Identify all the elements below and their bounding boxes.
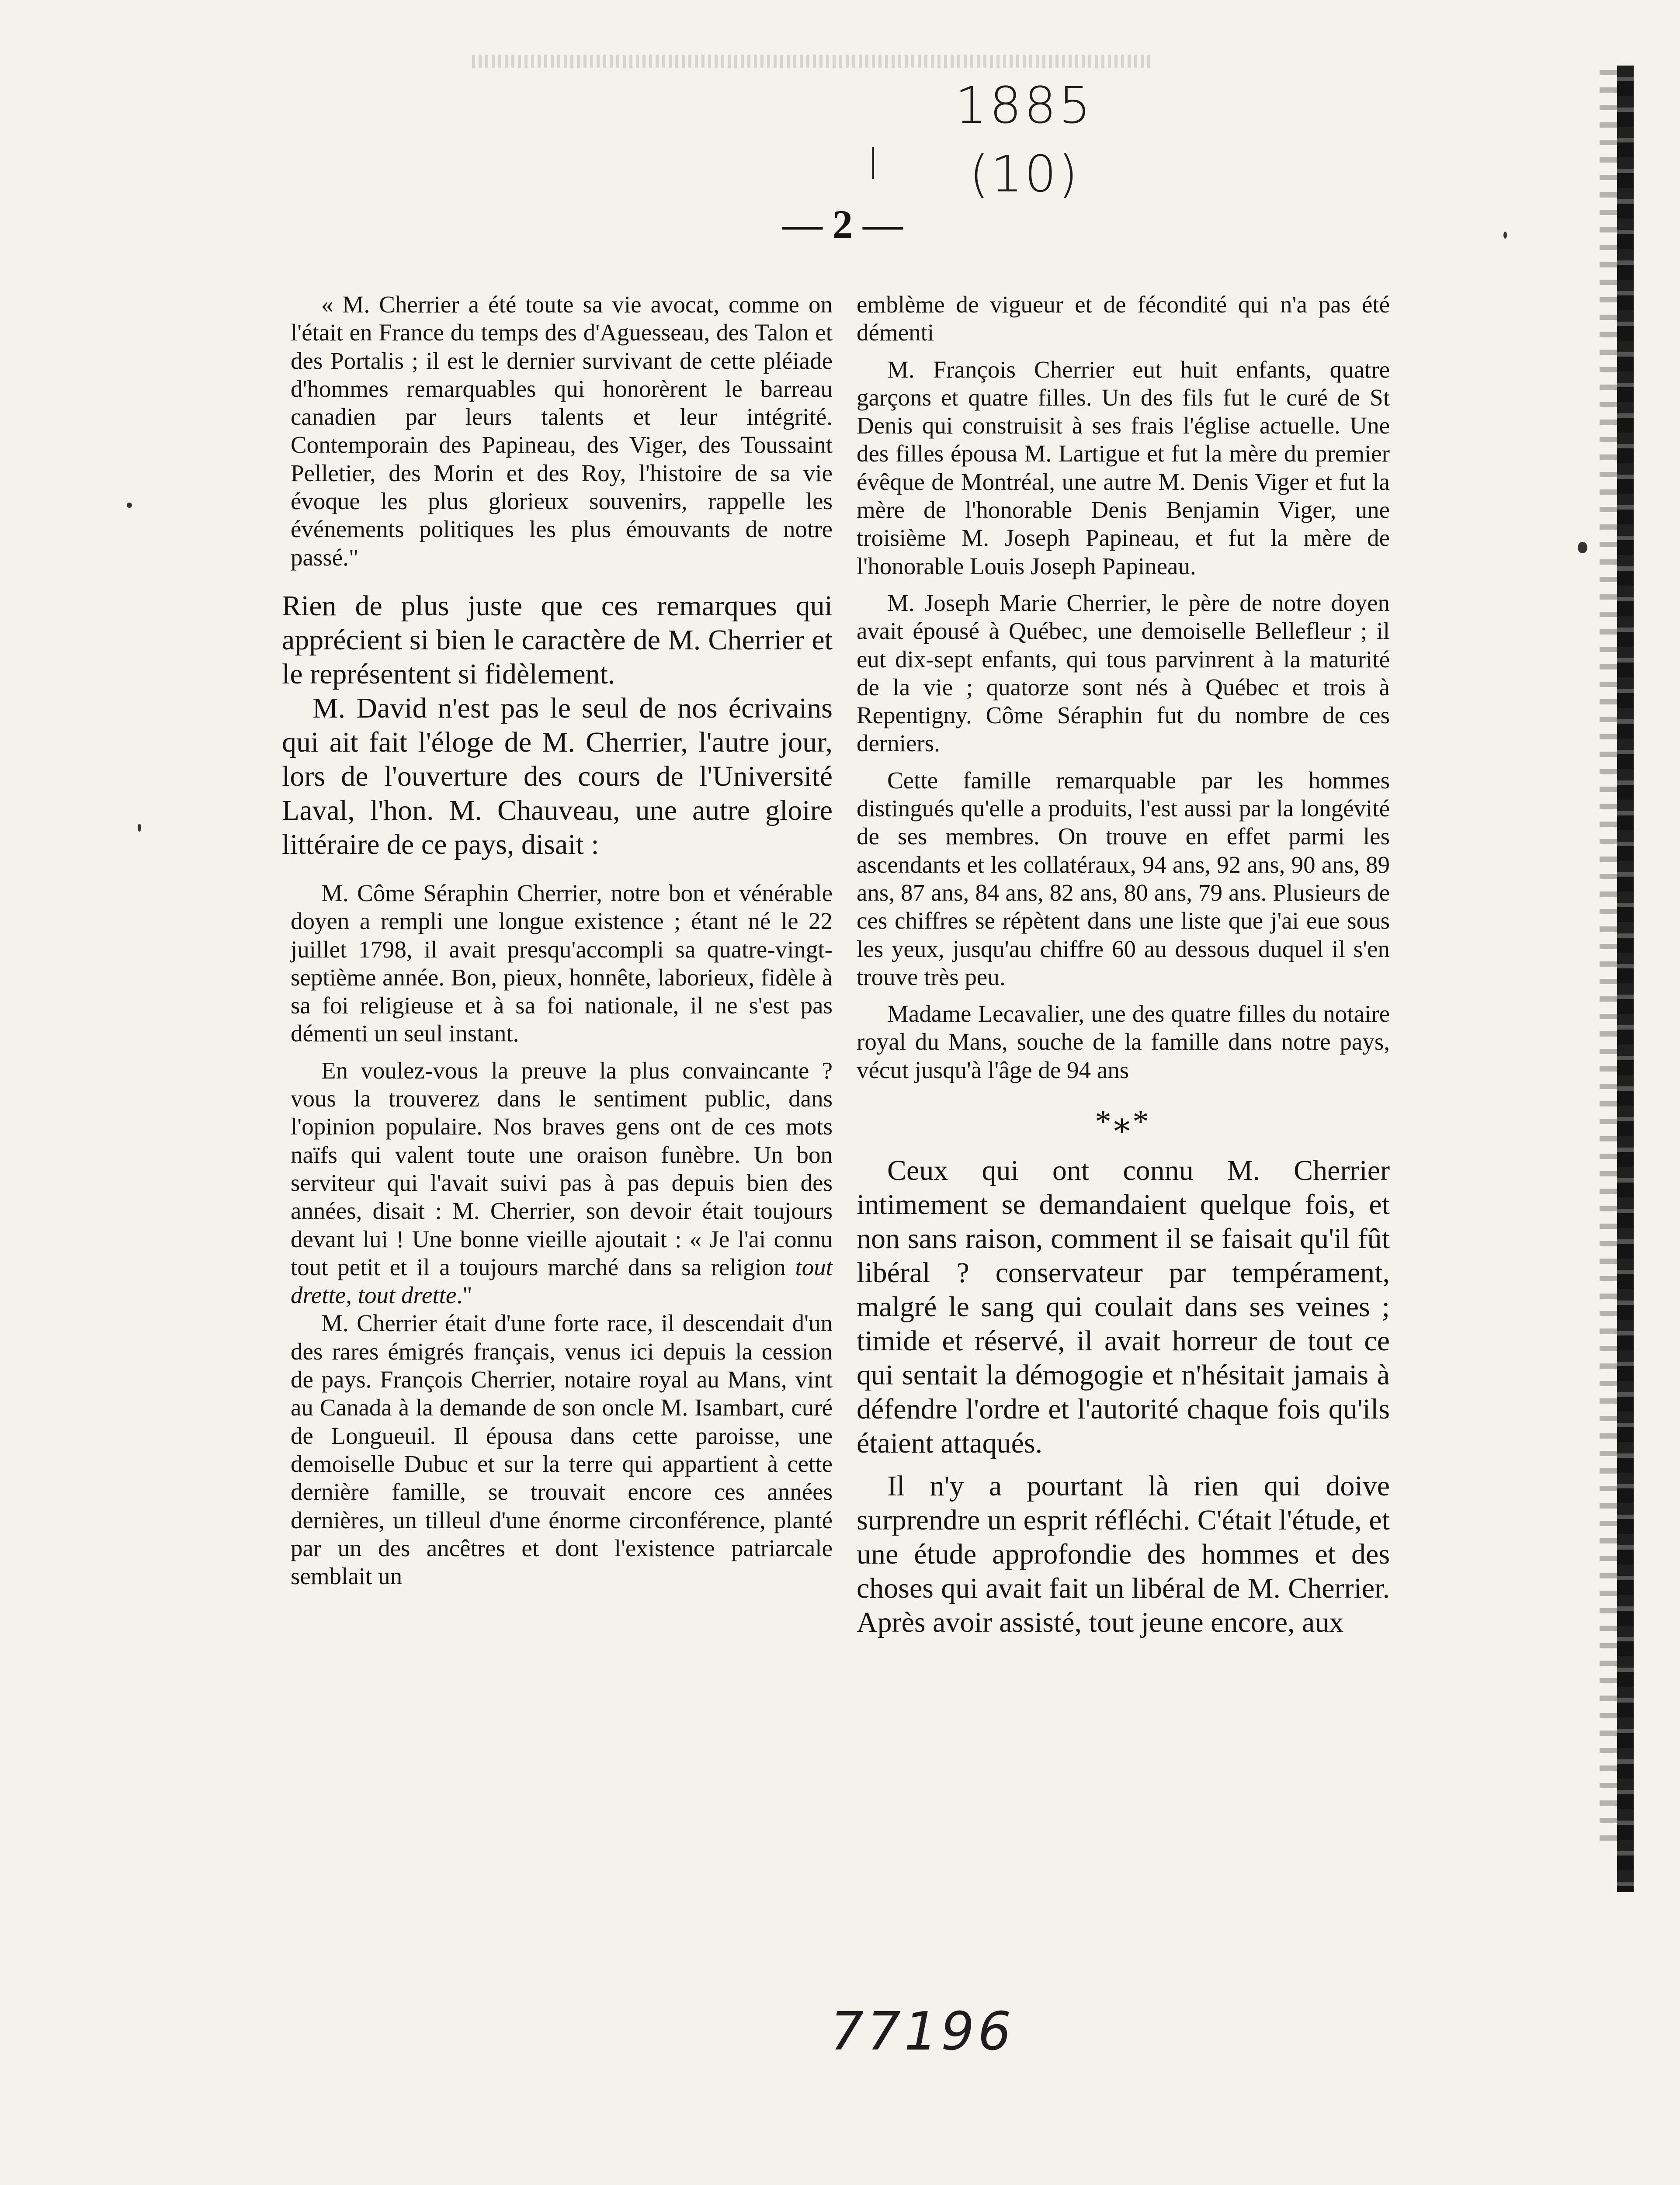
handwritten-year: 1885 [955, 76, 1093, 135]
quote-paragraph-11: Madame Lecavalier, une des quatre filles du notaire royal du Mans, souche de la famille dans notre pays, vécut jusqu'à l'âge de 94 ans [857, 1000, 1390, 1083]
scan-edge-shadow [1600, 70, 1617, 1853]
quote-paragraph-6: M. Cherrier était d'une forte race, il descendait d'un des rares émigrés français, venus ici depuis la cession de pays. François Cherrier, notaire royal au Mans, vint au Canada à la demande de son oncle M. Isambart, curé de Longueuil. Il épousa dans cette paroisse, une demoiselle Dubuc et sur la terre qui appartient à cette dernière famille, se trouvait encore ces années dernières, un tilleul d'une énorme circonférence, planté par un des ancêtres et dont l'existence patriarcale semblait un [291, 1310, 833, 1590]
ink-speck [138, 824, 141, 832]
quote-paragraph-5 [282, 1057, 833, 1310]
quote-paragraph-4: M. Côme Séraphin Cherrier, notre bon et vénérable doyen a rempli une longue existence ; étant né le 22 juillet 1798, il avait presqu'accompli sa quatre-vingt-septième année. Bon, pieux, honnête, laborieux, fidèle à sa foi religieuse et à sa foi nationale, il ne s'est pas démenti un seul instant. [291, 879, 833, 1047]
body-paragraph-3: M. David n'est pas le seul de nos écrivains qui ait fait l'éloge de M. Cherrier, l'autre jour, lors de l'ouverture des cours de l'Université Laval, l'hon. M. Chauveau, une autre gloire littéraire de ce pays, disait : [282, 692, 833, 860]
right-column [857, 291, 1390, 1640]
ink-speck [127, 503, 132, 508]
section-separator-asterism: *⁎* [1095, 1104, 1152, 1140]
quote-5-end: ." [456, 1282, 472, 1309]
left-column [282, 291, 833, 1590]
scan-noise-top [472, 55, 1154, 68]
quote-5-italic: tout drette, tout drette [291, 1253, 833, 1309]
ink-speck [1578, 542, 1587, 553]
quote-paragraph-1: « M. Cherrier a été toute sa vie avocat, comme on l'était en France du temps des d'Aguesseau, des Talon et des Portalis ; il est le dernier survivant de cette pléiade d'hommes remarquables qui honorèrent le barreau canadien par leurs talents et leur intégrité. Contemporain des Papineau, des Viger, des Toussaint Pelletier, des Morin et des Roy, l'histoire de sa vie évoque les plus glorieux souvenirs, rappelle les événements politiques les plus émouvants de notre passé." [291, 291, 833, 571]
body-paragraph-13: Il n'y a pourtant là rien qui doive surprendre un esprit réfléchi. C'était l'étude, et une étude approfondie des hommes et des choses qui avait fait un libéral de M. Cherrier. Après avoir assisté, tout jeune encore, aux [857, 1470, 1390, 1639]
handwritten-reference: (10) [969, 145, 1080, 204]
handwritten-catalog-number: 77196 [830, 2001, 1015, 2062]
page-number: — 2 — [782, 202, 903, 246]
handwritten-mark: l [868, 141, 879, 189]
quote-paragraph-7: emblème de vigueur et de fécondité qui n'a pas été démenti [857, 291, 1390, 346]
body-paragraph-2: Rien de plus juste que ces remarques qui apprécient si bien le caractère de M. Cherrier et le représentent si fidèlement. [282, 590, 833, 690]
quote-paragraph-10: Cette famille remarquable par les hommes distingués qu'elle a produits, l'est aussi par la longévité de ses membres. On trouve en effet parmi les ascendants et les collatéraux, 94 ans, 92 ans, 90 ans, 89 ans, 87 ans, 84 ans, 82 ans, 80 ans, 79 ans. Plusieurs de ces chiffres se répètent dans une liste que j'ai eue sous les yeux, jusqu'au chiffre 60 au dessous duquel il s'en trouve très peu. [857, 766, 1390, 990]
ink-speck [1503, 232, 1507, 239]
quote-paragraph-8: M. François Cherrier eut huit enfants, quatre garçons et quatre filles. Un des fils fut le curé de St Denis qui construisit à ses frais l'église actuelle. Une des filles épousa M. Lartigue et fut la mère du premier évêque de Montréal, une autre M. Denis Viger et fut la mère de l'honorable Denis Benjamin Viger, une troisième M. Joseph Papineau, et fut la mère de l'honorable Louis Joseph Papineau. [857, 356, 1390, 579]
body-paragraph-12: Ceux qui ont connu M. Cherrier intimement se demandaient quelque fois, et non sans raison, comment il se faisait qu'il fût libéral ? conservateur par tempérament, malgré le sang qui coulait dans ses veines ; timide et réservé, il avait horreur de tout ce qui sentait la démogogie et n'hésitait jamais à défendre l'ordre et l'autorité chaque fois qu'ils étaient attaqués. [857, 1155, 1390, 1460]
quote-5-text: En voulez-vous la preuve la plus convaincante ? vous la trouverez dans le sentiment public, dans l'opinion populaire. Nos braves gens ont de ces mots naïfs qui valent toute une oraison funèbre. Un bon serviteur qui l'avait suivi pas à pas depuis bien des années, disait : M. Cherrier, son devoir était toujours devant lui ! Une bonne vieille ajoutait : « Je l'ai connu tout petit et il a toujours marché dans sa religion [291, 1057, 833, 1280]
quote-paragraph-9: M. Joseph Marie Cherrier, le père de notre doyen avait épousé à Québec, une demoiselle Bellefleur ; il eut dix-sept enfants, qui tous parvinrent à la maturité de la vie ; quatorze sont nés à Québec et trois à Repentigny. Côme Séraphin fut du nombre de ces derniers. [857, 589, 1390, 757]
scan-binding-edge [1617, 66, 1634, 1892]
